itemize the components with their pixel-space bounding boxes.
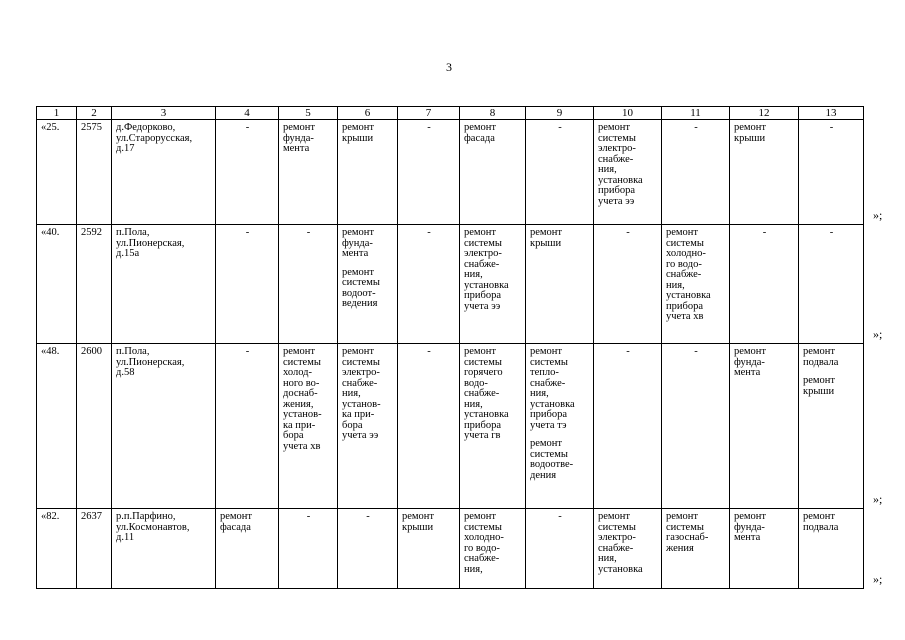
table-cell: [594, 344, 662, 509]
cell-line: ремонт: [464, 346, 497, 357]
cell-line: установка: [598, 174, 643, 186]
cell-line: -: [306, 227, 311, 238]
cell-line: ул.Пионерская,: [116, 356, 185, 368]
table-cell: [37, 509, 77, 589]
cell-line: ремонт: [666, 511, 699, 522]
row-end-mark: »;: [873, 327, 883, 341]
cell-line: доснаб-: [283, 388, 318, 399]
table-cell: [37, 120, 77, 225]
table-cell: [730, 509, 799, 589]
column-header: 6: [338, 107, 398, 120]
table-cell: [112, 344, 216, 509]
table-cell: [112, 120, 216, 225]
cell-line: ния,: [464, 398, 483, 410]
cell-line: -: [558, 511, 562, 522]
table-cell: [216, 344, 279, 509]
cell-line: ремонт: [464, 511, 497, 522]
table-cell: [526, 120, 594, 225]
cell-line: прибора: [598, 185, 635, 196]
cell-line: холодно-: [666, 248, 706, 259]
cell-line: крыши: [342, 132, 374, 144]
table-cell: [594, 509, 662, 589]
cell-line: тепло-: [530, 367, 559, 378]
table-cell: [398, 344, 460, 509]
table-cell: [799, 120, 864, 225]
cell-line: бора: [342, 419, 363, 431]
table-cell: [77, 344, 112, 509]
cell-line: -: [626, 227, 630, 238]
cell-line: фасада: [464, 132, 495, 144]
table-cell: [338, 344, 398, 509]
column-header: 7: [398, 107, 460, 120]
column-header: 2: [77, 107, 112, 120]
cell-line: ул.Пионерская,: [116, 237, 185, 249]
cell-line: снабже-: [464, 553, 500, 564]
cell-line: д.11: [116, 532, 135, 543]
cell-line: ремонт: [803, 511, 836, 522]
table-row: [37, 225, 864, 344]
cell-line: системы: [283, 356, 321, 368]
cell-line: ного во-: [283, 377, 320, 389]
cell-line: подвала: [803, 521, 839, 533]
cell-line: ремонт: [220, 511, 253, 522]
table-cell: [526, 225, 594, 344]
cell-line: фунда-: [734, 521, 765, 533]
cell-line: крыши: [402, 521, 434, 533]
table-cell: [279, 225, 338, 344]
cell-line: прибора: [464, 290, 501, 301]
cell-line: снабже-: [530, 377, 566, 389]
cell-line: крыши: [734, 132, 766, 144]
cell-line: ремонт: [342, 346, 375, 357]
table-cell: [77, 120, 112, 225]
cell-line: системы: [342, 356, 380, 368]
cell-line: водоот-: [342, 287, 376, 299]
cell-line: р.п.Парфино,: [116, 511, 176, 522]
cell-line: ремонт: [530, 346, 563, 357]
cell-line: учета тэ: [530, 419, 567, 431]
cell-line: жения,: [283, 398, 314, 410]
cell-line: «40.: [41, 227, 60, 238]
table-cell: [730, 225, 799, 344]
table-cell: [526, 509, 594, 589]
table-cell: [594, 225, 662, 344]
cell-line: холод-: [283, 367, 312, 378]
cell-line: д.17: [116, 143, 135, 154]
table-cell: [662, 225, 730, 344]
cell-line: снабже-: [464, 388, 500, 399]
cell-line: снабже-: [598, 153, 634, 165]
cell-line: п.Пола,: [116, 227, 150, 238]
cell-line: ремонт: [734, 122, 767, 133]
cell-line: снабже-: [598, 542, 634, 554]
cell-line: «82.: [41, 511, 60, 522]
cell-line: мента: [342, 248, 369, 259]
cell-line: -: [245, 346, 250, 357]
cell-line: прибора: [464, 419, 501, 431]
table-cell: [398, 509, 460, 589]
cell-line: -: [829, 227, 834, 238]
table-cell: [77, 225, 112, 344]
table-cell: [460, 225, 526, 344]
table-cell: [662, 509, 730, 589]
table-cell: [799, 225, 864, 344]
cell-line: крыши: [530, 237, 562, 249]
cell-line: -: [626, 346, 630, 357]
cell-line: водоотве-: [530, 459, 574, 470]
cell-line: учета хв: [666, 311, 704, 322]
cell-line: -: [427, 227, 431, 238]
table-cell: [37, 225, 77, 344]
column-header: 4: [216, 107, 279, 120]
cell-line: фасада: [220, 521, 251, 533]
table-cell: [216, 509, 279, 589]
cell-line: фунда-: [283, 132, 314, 144]
cell-line: ка при-: [283, 419, 316, 431]
cell-line: ния,: [598, 553, 617, 564]
table-cell: [77, 509, 112, 589]
cell-line: электро-: [342, 367, 380, 378]
cell-line: системы: [530, 448, 568, 460]
cell-line: ремонт: [342, 266, 375, 278]
cell-line: прибора: [530, 409, 567, 420]
cell-line: фунда-: [734, 356, 765, 368]
cell-line: ремонт: [530, 438, 563, 449]
column-header: 3: [112, 107, 216, 120]
cell-line: «25.: [41, 122, 60, 133]
row-end-mark: »;: [873, 208, 883, 222]
page-number: 3: [446, 60, 452, 74]
cell-line: -: [366, 511, 370, 522]
table-cell: [594, 120, 662, 225]
cell-line: ремонт: [464, 227, 497, 238]
cell-line: снабже-: [464, 258, 500, 270]
cell-line: учета ээ: [464, 300, 501, 312]
cell-line: водо-: [464, 377, 488, 389]
cell-line: -: [245, 227, 250, 238]
cell-line: «48.: [41, 346, 60, 357]
cell-line: фунда-: [342, 237, 373, 249]
cell-line: ния,: [598, 164, 617, 175]
cell-line: -: [245, 122, 250, 133]
cell-line: снабже-: [342, 377, 378, 389]
column-header: 11: [662, 107, 730, 120]
cell-line: прибора: [666, 300, 703, 312]
cell-line: дения: [530, 469, 557, 481]
table-cell: [662, 344, 730, 509]
cell-line: системы: [530, 356, 568, 368]
table-cell: [279, 120, 338, 225]
cell-line: ремонт: [342, 227, 375, 238]
cell-line: -: [829, 122, 834, 133]
cell-line: ния,: [342, 388, 361, 399]
cell-line: установка: [464, 279, 509, 291]
cell-line: ведения: [342, 298, 378, 309]
table-row: [37, 120, 864, 225]
cell-line: мента: [734, 532, 761, 543]
cell-line: ремонт: [734, 346, 767, 357]
cell-line: д.15а: [116, 248, 140, 259]
table-cell: [460, 120, 526, 225]
cell-line: ния,: [464, 269, 483, 280]
table-cell: [799, 509, 864, 589]
cell-line: ния,: [530, 388, 549, 399]
column-header: 13: [799, 107, 864, 120]
table-cell: [216, 225, 279, 344]
cell-line: электро-: [464, 248, 502, 259]
cell-line: системы: [666, 237, 704, 249]
cell-line: -: [694, 346, 698, 357]
cell-line: -: [694, 122, 698, 133]
cell-line: снабже-: [666, 269, 702, 280]
cell-line: установ-: [342, 398, 381, 410]
repair-schedule-table: [36, 106, 864, 589]
cell-line: ремонт: [283, 346, 316, 357]
row-end-mark: »;: [873, 572, 883, 586]
cell-line: крыши: [803, 385, 835, 397]
cell-line: бора: [283, 430, 304, 441]
cell-line: горячего: [464, 367, 503, 378]
cell-line: -: [427, 122, 431, 133]
cell-line: 2592: [81, 227, 102, 238]
cell-line: д.Федорково,: [116, 122, 176, 133]
cell-line: ремонт: [530, 227, 563, 238]
header-row: [37, 107, 864, 120]
cell-line: системы: [598, 132, 636, 144]
cell-line: учета ээ: [598, 195, 635, 207]
table-cell: [112, 225, 216, 344]
table-row: [37, 509, 864, 589]
cell-line: учета ээ: [342, 430, 379, 441]
column-header: 5: [279, 107, 338, 120]
cell-line: ния,: [464, 563, 483, 575]
table-cell: [279, 344, 338, 509]
table-cell: [398, 225, 460, 344]
cell-line: ка при-: [342, 409, 375, 420]
cell-line: учета хв: [283, 440, 321, 452]
cell-line: подвала: [803, 356, 839, 368]
table-cell: [526, 344, 594, 509]
cell-line: -: [762, 227, 767, 238]
table-row: [37, 344, 864, 509]
column-header: 8: [460, 107, 526, 120]
column-header: 10: [594, 107, 662, 120]
cell-line: установ-: [283, 409, 322, 420]
cell-line: установка: [598, 563, 643, 575]
cell-line: установка: [464, 409, 509, 420]
cell-line: -: [558, 122, 562, 133]
cell-line: установка: [666, 290, 711, 301]
cell-line: системы: [342, 277, 380, 288]
table-cell: [338, 225, 398, 344]
cell-line: ния,: [666, 279, 685, 291]
cell-line: системы: [598, 521, 636, 533]
cell-line: ремонт: [803, 375, 836, 386]
cell-line: ремонт: [803, 346, 836, 357]
cell-line: системы: [464, 521, 502, 533]
cell-line: жения: [666, 542, 694, 554]
cell-line: ремонт: [598, 122, 631, 133]
cell-line: ул.Космонавтов,: [116, 521, 190, 533]
cell-line: 2575: [81, 122, 102, 133]
cell-line: 2637: [81, 511, 102, 522]
cell-line: го водо-: [666, 258, 702, 270]
cell-line: 2600: [81, 346, 102, 357]
column-header: 1: [37, 107, 77, 120]
cell-line: го водо-: [464, 542, 500, 554]
column-header: 9: [526, 107, 594, 120]
cell-line: ремонт: [283, 122, 316, 133]
table-cell: [279, 509, 338, 589]
cell-line: мента: [734, 367, 761, 378]
row-end-mark: »;: [873, 492, 883, 506]
cell-line: учета гв: [464, 430, 501, 441]
table-cell: [338, 120, 398, 225]
table-cell: [730, 120, 799, 225]
table-cell: [338, 509, 398, 589]
cell-line: -: [427, 346, 431, 357]
table-cell: [112, 509, 216, 589]
table-cell: [216, 120, 279, 225]
cell-line: газоснаб-: [666, 532, 709, 543]
cell-line: ул.Старорусская,: [116, 132, 193, 144]
cell-line: установка: [530, 398, 575, 410]
cell-line: -: [306, 511, 311, 522]
cell-line: холодно-: [464, 532, 504, 543]
table-cell: [460, 344, 526, 509]
cell-line: д.58: [116, 367, 135, 378]
cell-line: электро-: [598, 143, 636, 154]
table-cell: [37, 344, 77, 509]
table-cell: [460, 509, 526, 589]
column-header: 12: [730, 107, 799, 120]
cell-line: мента: [283, 143, 310, 154]
table-cell: [662, 120, 730, 225]
cell-line: ремонт: [464, 122, 497, 133]
cell-line: системы: [464, 356, 502, 368]
table-cell: [398, 120, 460, 225]
cell-line: ремонт: [666, 227, 699, 238]
cell-line: ремонт: [734, 511, 767, 522]
cell-line: электро-: [598, 532, 636, 543]
cell-line: системы: [666, 521, 704, 533]
cell-line: п.Пола,: [116, 346, 150, 357]
table-cell: [799, 344, 864, 509]
cell-line: ремонт: [402, 511, 435, 522]
cell-line: системы: [464, 237, 502, 249]
table-cell: [730, 344, 799, 509]
cell-line: ремонт: [598, 511, 631, 522]
cell-line: ремонт: [342, 122, 375, 133]
